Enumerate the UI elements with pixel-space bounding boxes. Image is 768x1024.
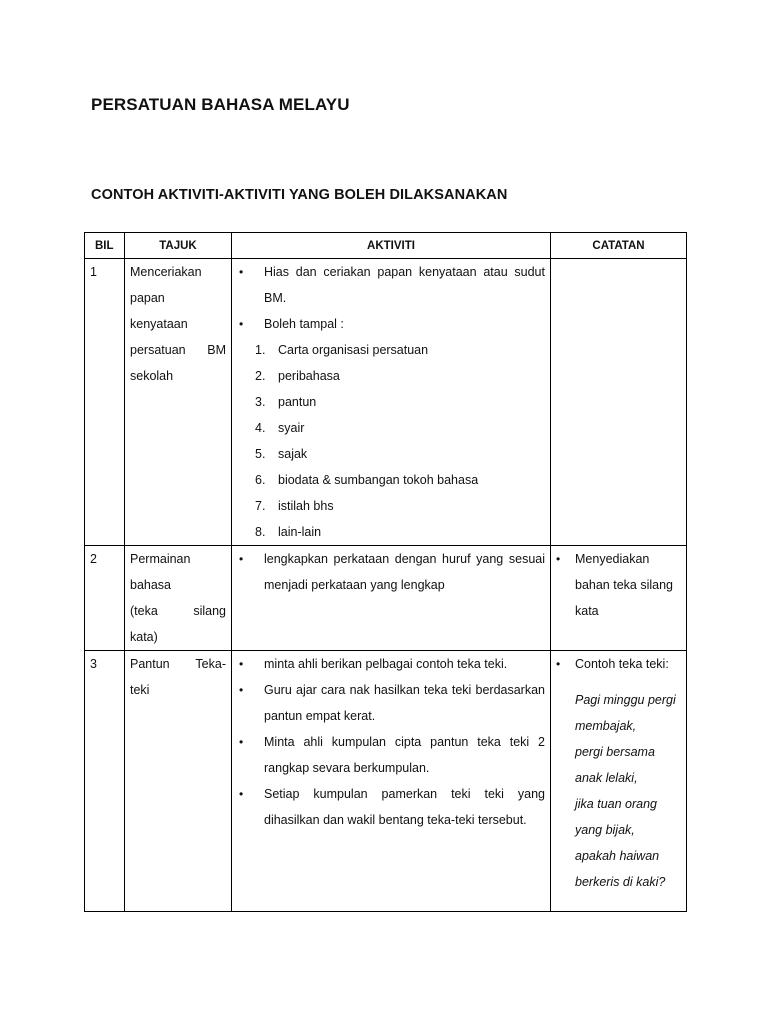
activities-table <box>84 232 687 912</box>
pantun-line: apakah haiwan <box>575 849 660 863</box>
list-item <box>237 651 545 677</box>
tajuk-line: sekolah <box>130 369 174 383</box>
bullet-icon: • <box>239 735 244 749</box>
catatan-item <box>556 651 681 677</box>
bullet-icon: • <box>556 657 561 671</box>
list-item <box>237 546 545 598</box>
sublist-text: syair <box>278 421 305 435</box>
bullet-icon: • <box>556 552 561 566</box>
list-item: 4. syair <box>255 421 305 435</box>
aktiviti-text: Hias dan ceriakan papan kenyataan atau sudut BM. <box>264 265 545 305</box>
bullet-icon: • <box>239 683 244 697</box>
table-row <box>85 259 687 546</box>
pantun-line: membajak, <box>575 719 637 733</box>
table-header-row <box>85 233 687 259</box>
pantun-line: pergi bersama <box>575 745 655 759</box>
catatan-cell <box>551 259 687 546</box>
aktiviti-text: Minta ahli kumpulan cipta pantun teka teki 2 rangkap sevara berkumpulan. <box>264 735 545 775</box>
bullet-icon: • <box>239 317 244 331</box>
list-item <box>237 781 545 833</box>
sublist-text: peribahasa <box>278 369 340 383</box>
aktiviti-text: Boleh tampal : <box>264 317 344 331</box>
tajuk-line: bahasa <box>130 578 172 592</box>
bullet-icon: • <box>239 787 244 801</box>
bullet-icon: • <box>239 265 244 279</box>
sublist-text: istilah bhs <box>278 499 334 513</box>
header-tajuk: TAJUK <box>125 233 232 259</box>
tajuk-cell <box>125 546 232 651</box>
sublist-text: biodata & sumbangan tokoh bahasa <box>278 473 479 487</box>
section-subtitle: CONTOH AKTIVITI-AKTIVITI YANG BOLEH DILAKSANAKAN <box>91 187 508 203</box>
tajuk-line: papan <box>130 291 165 305</box>
header-aktiviti: AKTIVITI <box>232 233 551 259</box>
list-item: 7. istilah bhs <box>255 499 334 513</box>
list-item: 8. lain-lain <box>255 525 322 539</box>
pantun-line: jika tuan orang <box>575 797 658 811</box>
aktiviti-list <box>237 259 545 337</box>
list-item: 2. peribahasa <box>255 369 340 383</box>
pantun-line: Pagi minggu pergi <box>575 693 676 707</box>
bil-cell: 1 <box>85 259 125 546</box>
header-catatan: CATATAN <box>551 233 687 259</box>
sublist-text: lain-lain <box>278 525 322 539</box>
aktiviti-list <box>237 546 545 598</box>
aktiviti-cell <box>232 546 551 651</box>
list-item: 6. biodata & sumbangan tokoh bahasa <box>255 473 479 487</box>
bullet-icon: • <box>239 657 244 671</box>
list-item <box>237 311 545 337</box>
bil-cell: 3 <box>85 651 125 912</box>
aktiviti-cell <box>232 651 551 912</box>
sublist-text: sajak <box>278 447 308 461</box>
aktiviti-text: Setiap kumpulan pamerkan teki teki yang dihasilkan dan wakil bentang teka-teki tersebut. <box>264 787 545 827</box>
sublist-text: pantun <box>278 395 317 409</box>
aktiviti-text: minta ahli berikan pelbagai contoh teka teki. <box>264 657 508 671</box>
bil-cell: 2 <box>85 546 125 651</box>
aktiviti-cell <box>232 259 551 546</box>
tajuk-line: Pantun Teka- <box>130 657 226 671</box>
pantun-line: yang bijak, <box>575 823 635 837</box>
list-item <box>237 729 545 781</box>
catatan-text: Menyediakan bahan teka silang kata <box>575 552 673 618</box>
list-item <box>237 259 545 311</box>
catatan-text: Contoh teka teki: <box>575 657 669 671</box>
list-item: 5. sajak <box>255 447 308 461</box>
table-row <box>85 546 687 651</box>
tajuk-line: persatuan BM <box>130 343 226 357</box>
catatan-item <box>556 546 681 624</box>
tajuk-line: Permainan <box>130 552 191 566</box>
tajuk-line: kenyataan <box>130 317 188 331</box>
tajuk-line: (teka silang <box>130 604 226 618</box>
tampal-sublist <box>237 337 545 545</box>
pantun-line: anak lelaki, <box>575 771 638 785</box>
list-item <box>237 677 545 729</box>
table-row <box>85 651 687 912</box>
list-item: 1. Carta organisasi persatuan <box>255 343 429 357</box>
pantun-example <box>556 677 681 895</box>
aktiviti-text: Guru ajar cara nak hasilkan teka teki berdasarkan pantun empat kerat. <box>264 683 545 723</box>
pantun-line: berkeris di kaki? <box>575 875 666 889</box>
tajuk-line: Menceriakan <box>130 265 202 279</box>
header-bil: BIL <box>85 233 125 259</box>
tajuk-cell <box>125 651 232 912</box>
bullet-icon: • <box>239 552 244 566</box>
list-item: 3. pantun <box>255 395 317 409</box>
tajuk-line: teki <box>130 683 150 697</box>
catatan-cell <box>551 651 687 912</box>
tajuk-cell <box>125 259 232 546</box>
tajuk-line: kata) <box>130 630 158 644</box>
page-title: PERSATUAN BAHASA MELAYU <box>91 95 350 114</box>
aktiviti-text: lengkapkan perkataan dengan huruf yang sesuai menjadi perkataan yang lengkap <box>264 552 545 592</box>
catatan-cell <box>551 546 687 651</box>
aktiviti-list <box>237 651 545 833</box>
sublist-text: Carta organisasi persatuan <box>278 343 429 357</box>
